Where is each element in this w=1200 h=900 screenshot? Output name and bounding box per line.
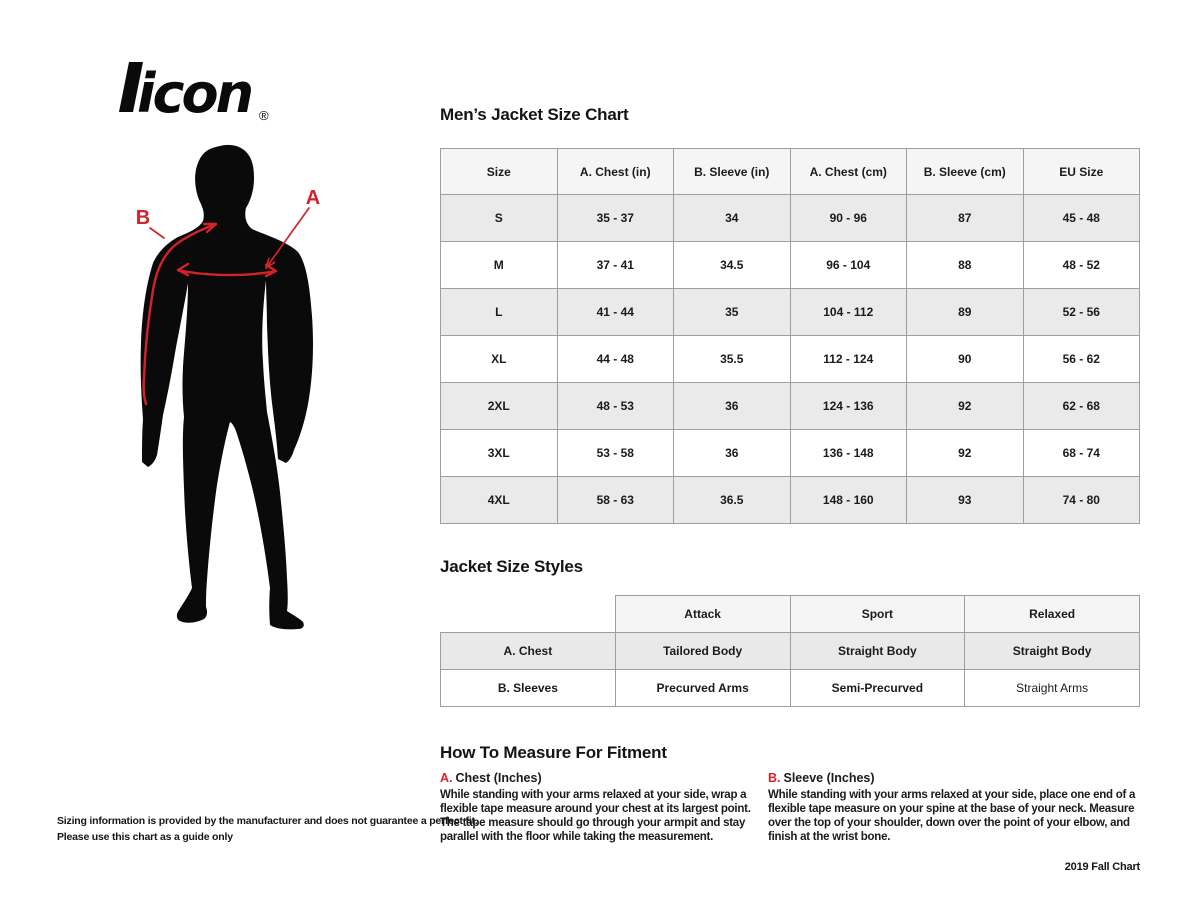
table-cell: 92 xyxy=(907,430,1024,477)
table-row xyxy=(441,670,1140,707)
label-b-group xyxy=(136,207,164,238)
table-cell: 89 xyxy=(907,289,1024,336)
table-cell: Straight Body xyxy=(790,633,965,670)
row-label-cell: XL xyxy=(441,336,558,383)
disclaimer-line-2: Please use this chart as a guide only xyxy=(57,830,233,843)
jacket-size-styles-table xyxy=(440,595,1140,707)
label-b: B xyxy=(135,207,151,229)
table-cell: 112 - 124 xyxy=(790,336,907,383)
table-row xyxy=(441,383,1140,430)
registered-mark: ® xyxy=(259,108,269,123)
sleeve-instruction-heading xyxy=(768,771,1140,785)
column-header: Sport xyxy=(790,596,965,633)
table-cell: 62 - 68 xyxy=(1023,383,1140,430)
table-cell: 74 - 80 xyxy=(1023,477,1140,524)
table-row xyxy=(441,289,1140,336)
column-header: A. Chest (in) xyxy=(557,149,674,195)
column-header: B. Sleeve (cm) xyxy=(907,149,1024,195)
header-row xyxy=(441,596,1140,633)
row-label-cell: L xyxy=(441,289,558,336)
chest-heading-text: Chest (Inches) xyxy=(455,771,542,785)
table-row xyxy=(441,477,1140,524)
sleeve-instruction-body: While standing with your arms relaxed at your side, place one end of a flexible tape measure on your spine at the base of your neck. Measure over the top of your shoulder, down over the point of your elbow, and finish at the wrist bone. xyxy=(768,789,1136,844)
column-header: A. Chest (cm) xyxy=(790,149,907,195)
male-silhouette xyxy=(141,145,313,630)
chart-content xyxy=(440,105,1140,844)
table-cell: Semi-Precurved xyxy=(790,670,965,707)
logo-text: icon xyxy=(137,62,252,125)
label-b-pointer xyxy=(150,228,164,238)
table-cell: 41 - 44 xyxy=(557,289,674,336)
table-row xyxy=(441,633,1140,670)
table-cell: Precurved Arms xyxy=(615,670,790,707)
table-cell: 36.5 xyxy=(674,477,791,524)
table-cell: 37 - 41 xyxy=(557,242,674,289)
icon-logo xyxy=(55,50,275,126)
table-cell: 124 - 136 xyxy=(790,383,907,430)
table-row xyxy=(441,336,1140,383)
column-header: B. Sleeve (in) xyxy=(674,149,791,195)
brand-logo xyxy=(55,50,275,131)
chest-instruction-body: While standing with your arms relaxed at your side, wrap a flexible tape measure around your chest at its largest point. The tape measure should go through your armpit and stay parallel with the floor while taking the measurement. xyxy=(440,789,751,844)
table-cell: 87 xyxy=(907,195,1024,242)
column-header: Attack xyxy=(615,596,790,633)
ghost-cell xyxy=(441,596,616,633)
sleeve-letter: B. xyxy=(768,771,781,785)
table-row xyxy=(441,242,1140,289)
table-row xyxy=(441,430,1140,477)
disclaimer-line-1: Sizing information is provided by the manufacturer and does not guarantee a perfect fit. xyxy=(57,815,478,827)
column-header: Size xyxy=(441,149,558,195)
table-cell: 92 xyxy=(907,383,1024,430)
table-cell: 35 xyxy=(674,289,791,336)
row-label-cell: M xyxy=(441,242,558,289)
table-cell: 34.5 xyxy=(674,242,791,289)
table-cell: 48 - 53 xyxy=(557,383,674,430)
table-cell: 88 xyxy=(907,242,1024,289)
table-cell: 35 - 37 xyxy=(557,195,674,242)
male-silhouette-graphic xyxy=(100,140,380,640)
table-cell: 93 xyxy=(907,477,1024,524)
table-cell: 36 xyxy=(674,383,791,430)
row-label-cell: 3XL xyxy=(441,430,558,477)
table-cell: 90 - 96 xyxy=(790,195,907,242)
table-cell: 53 - 58 xyxy=(557,430,674,477)
measure-instructions xyxy=(440,771,1140,844)
row-label-cell: 2XL xyxy=(441,383,558,430)
column-header: Relaxed xyxy=(965,596,1140,633)
table-cell: 136 - 148 xyxy=(790,430,907,477)
table-cell: 148 - 160 xyxy=(790,477,907,524)
table-cell: 96 - 104 xyxy=(790,242,907,289)
table-cell: 58 - 63 xyxy=(557,477,674,524)
chest-letter: A. xyxy=(440,771,453,785)
column-header: EU Size xyxy=(1023,149,1140,195)
row-label-cell: A. Chest xyxy=(441,633,616,670)
chest-instruction-block xyxy=(440,771,762,844)
table-cell: 56 - 62 xyxy=(1023,336,1140,383)
table-cell: Straight Body xyxy=(965,633,1140,670)
row-label-cell: 4XL xyxy=(441,477,558,524)
chart-version: 2019 Fall Chart xyxy=(1064,861,1140,873)
table-cell: 90 xyxy=(907,336,1024,383)
measurement-figure xyxy=(100,140,380,640)
sleeve-instruction-block xyxy=(768,771,1140,844)
table-cell: 34 xyxy=(674,195,791,242)
table-cell: 104 - 112 xyxy=(790,289,907,336)
label-a: A xyxy=(305,187,321,209)
table-row xyxy=(441,195,1140,242)
table-cell: 68 - 74 xyxy=(1023,430,1140,477)
measure-title: How To Measure For Fitment xyxy=(440,743,667,762)
table-cell: 35.5 xyxy=(674,336,791,383)
table-cell: 44 - 48 xyxy=(557,336,674,383)
table-cell: 52 - 56 xyxy=(1023,289,1140,336)
row-label-cell: S xyxy=(441,195,558,242)
row-label-cell: B. Sleeves xyxy=(441,670,616,707)
mens-jacket-size-table xyxy=(440,148,1140,524)
sizing-disclaimer xyxy=(57,814,478,846)
sleeve-heading-text: Sleeve (Inches) xyxy=(783,771,875,785)
chest-instruction-heading xyxy=(440,771,762,785)
header-row xyxy=(441,149,1140,195)
table-cell: 45 - 48 xyxy=(1023,195,1140,242)
table-cell: 48 - 52 xyxy=(1023,242,1140,289)
table-cell: Tailored Body xyxy=(615,633,790,670)
table-cell: 36 xyxy=(674,430,791,477)
styles-table-title: Jacket Size Styles xyxy=(440,557,583,576)
table-cell: Straight Arms xyxy=(965,670,1140,707)
size-chart-title: Men’s Jacket Size Chart xyxy=(440,105,629,124)
